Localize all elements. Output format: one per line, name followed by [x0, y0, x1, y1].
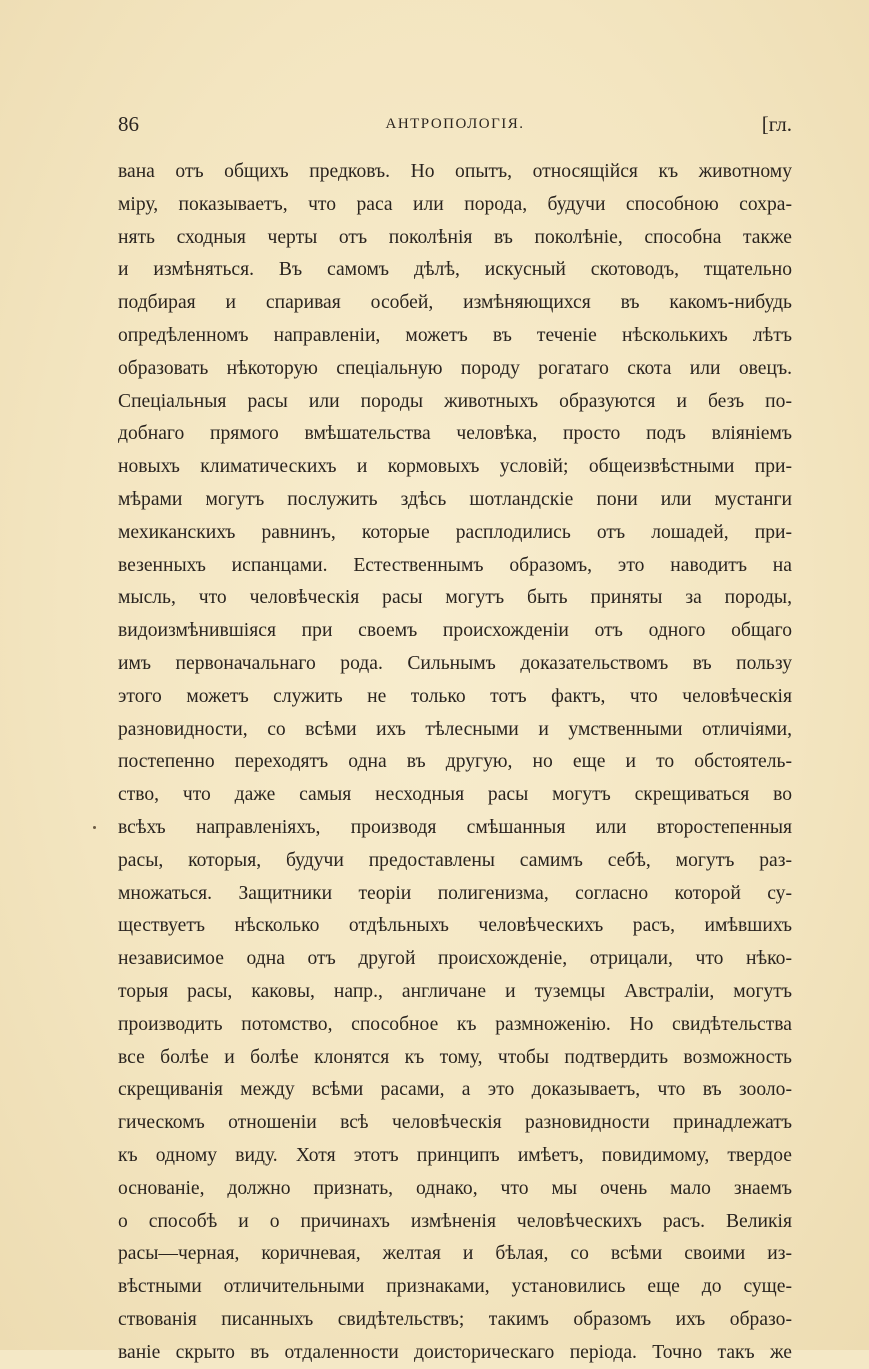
paper-speck — [93, 826, 96, 829]
page-number: 86 — [118, 112, 139, 136]
body-text — [118, 156, 792, 1369]
text-line: міру, показываетъ, что раса или порода, будучи способною сохра- — [118, 193, 792, 215]
text-line: мехиканскихъ равнинъ, которые расплодились отъ лошадей, при- — [118, 521, 792, 543]
text-line: постепенно переходятъ одна въ другую, но еще и то обстоятель- — [118, 751, 792, 773]
text-line: основаніе, должно признать, однако, что мы очень мало знаемъ — [118, 1177, 792, 1199]
text-line: независимое одна отъ другой происхожденіе, отрицали, что нѣко- — [118, 948, 792, 970]
text-line: имъ первоначальнаго рода. Сильнымъ доказательствомъ въ пользу — [118, 652, 792, 674]
text-line: все болѣе и болѣе клонятся къ тому, чтобы подтвердить возможность — [118, 1046, 792, 1068]
text-line: и измѣняться. Въ самомъ дѣлѣ, искусный скотоводъ, тщательно — [118, 259, 792, 281]
chapter-mark: [гл. — [761, 112, 792, 136]
text-line: новыхъ климатическихъ и кормовыхъ условій; общеизвѣстными при- — [118, 456, 792, 478]
text-line: ство, что даже самыя несходныя расы могутъ скрещиваться во — [118, 784, 792, 806]
text-line: видоизмѣнившіяся при своемъ происхожденіи отъ одного общаго — [118, 620, 792, 642]
text-line: мѣрами могутъ послужить здѣсь шотландскіе пони или мустанги — [118, 488, 792, 510]
text-line: этого можетъ служить не только тотъ фактъ, что человѣческія — [118, 685, 792, 707]
text-line: вѣстными отличительными признаками, установились еще до суще- — [118, 1276, 792, 1298]
running-header — [118, 112, 792, 142]
text-line: подбирая и спаривая особей, измѣняющихся въ какомъ-нибудь — [118, 292, 792, 314]
text-line: ществуетъ нѣсколько отдѣльныхъ человѣческихъ расъ, имѣвшихъ — [118, 915, 792, 937]
text-line: везенныхъ испанцами. Естественнымъ образомъ, это наводитъ на — [118, 554, 792, 576]
text-line: множаться. Защитники теоріи полигенизма, согласно которой су- — [118, 882, 792, 904]
text-line: мысль, что человѣческія расы могутъ быть приняты за породы, — [118, 587, 792, 609]
text-line: производить потомство, способное къ размноженію. Но свидѣтельства — [118, 1013, 792, 1035]
text-line: нять сходныя черты отъ поколѣнія въ поколѣніе, способна также — [118, 226, 792, 248]
text-line: добнаго прямого вмѣшательства человѣка, просто подъ вліяніемъ — [118, 423, 792, 445]
text-line: о способѣ и о причинахъ измѣненія человѣческихъ расъ. Великія — [118, 1210, 792, 1232]
text-line: вана отъ общихъ предковъ. Но опытъ, относящійся къ животному — [118, 161, 792, 182]
text-line: къ одному виду. Хотя этотъ принципъ имѣетъ, повидимому, твердое — [118, 1144, 792, 1166]
text-line: скрещиванія между всѣми расами, а это доказываетъ, что въ зооло- — [118, 1079, 792, 1101]
text-line: гическомъ отношеніи всѣ человѣческія разновидности принадлежатъ — [118, 1112, 792, 1134]
text-line: торыя расы, каковы, напр., англичане и туземцы Австраліи, могутъ — [118, 980, 792, 1002]
text-line: Спеціальныя расы или породы животныхъ образуются и безъ по- — [118, 390, 792, 412]
text-line: расы, которыя, будучи предоставлены самимъ себѣ, могутъ раз- — [118, 849, 792, 871]
text-line: образовать нѣкоторую спеціальную породу рогатаго скота или овецъ. — [118, 357, 792, 379]
text-line: ствованія писанныхъ свидѣтельствъ; такимъ образомъ ихъ образо- — [118, 1308, 792, 1330]
text-line: всѣхъ направленіяхъ, производя смѣшанныя или второстепенныя — [118, 816, 792, 838]
text-line: опредѣленномъ направленіи, можетъ въ теченіе нѣсколькихъ лѣтъ — [118, 324, 792, 346]
text-line: ваніе скрыто въ отдаленности доисторическаго періода. Точно такъ же — [118, 1341, 792, 1363]
text-line: расы—черная, коричневая, желтая и бѣлая, со всѣми своими из- — [118, 1243, 792, 1265]
text-line: разновидности, со всѣми ихъ тѣлесными и умственными отличіями, — [118, 718, 792, 740]
running-title: АНТРОПОЛОГІЯ. — [385, 116, 525, 132]
